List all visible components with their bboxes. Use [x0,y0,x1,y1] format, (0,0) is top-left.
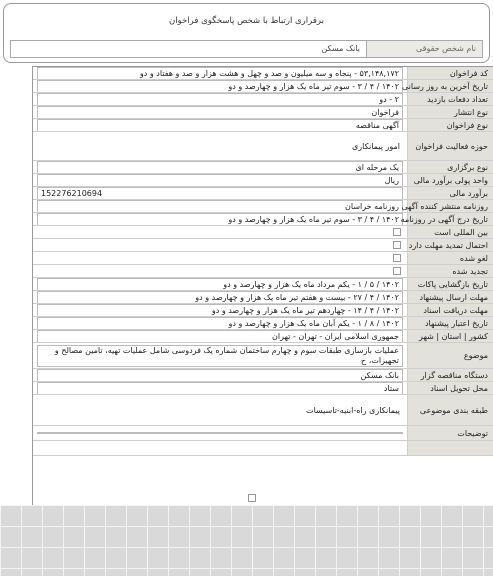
detail-value-text [37,432,403,434]
checkbox[interactable] [393,241,401,249]
detail-label: کشور | استان | شهر [407,330,493,342]
detail-value [33,304,407,316]
detail-label: مهلت دریافت اسناد [407,304,493,316]
detail-label: طبقه بندی موضوعی [407,395,493,425]
detail-label: تاریخ اعتبار پیشنهاد [407,317,493,329]
detail-value [33,174,407,186]
detail-row [33,161,493,174]
detail-row [33,226,493,239]
detail-value [33,67,407,79]
detail-row [33,317,493,330]
detail-value-text: ۱۴۰۲ / ۸ / ۱ - یکم آبان ماه یک هزار و چهارصد و دو [37,317,403,329]
detail-row [33,119,493,132]
detail-label: احتمال تمدید مهلت دارد [407,239,493,251]
detail-row [33,291,493,304]
detail-row [33,441,493,456]
detail-value [33,106,407,118]
contact-panel [3,3,490,63]
detail-value-text: ستاد [37,382,403,394]
detail-value-text: ۱۴۰۲ / ۴ / ۳ - سوم تیر ماه یک هزار و چهارصد و دو [37,80,403,92]
detail-value [33,369,407,381]
detail-value-text: روزنامه خراسان [37,200,403,212]
detail-value-text: ۱۴۰۲ / ۵ / ۱ - یکم مرداد ماه یک هزار و چهارصد و دو [37,278,403,290]
detail-label: موضوع [407,343,493,368]
detail-value [33,187,407,199]
detail-row [33,200,493,213]
detail-value-text: جمهوری اسلامی ایران - تهران - تهران [37,330,403,342]
detail-label: تاریخ آخرین به روز رسانی [407,80,493,92]
detail-value [33,278,407,290]
detail-value [33,93,407,105]
detail-row [33,278,493,291]
contact-title: برقراری ارتباط با شخص پاسخگوی فراخوان [169,16,324,26]
detail-value [33,291,407,303]
detail-label: دستگاه مناقصه گزار [407,369,493,381]
contact-label: نام شخص حقوقی [367,41,482,57]
contact-row [10,40,483,58]
detail-value [33,382,407,394]
detail-value [33,239,407,251]
detail-row [33,343,493,369]
detail-value-text: ۲ - دو [37,93,403,105]
detail-label: تعداد دفعات بازدید [407,93,493,105]
detail-label: لغو شده [407,252,493,264]
detail-row [33,395,493,426]
detail-label: توضیحات [407,426,493,440]
detail-label: نوع برگزاری [407,161,493,173]
detail-label: حوزه فعالیت فراخوان [407,132,493,160]
detail-value-text: فراخوان [37,106,403,118]
detail-label: تاریخ بازگشایی پاکات [407,278,493,290]
detail-label [407,441,493,455]
footer-checkbox[interactable] [248,494,256,502]
detail-value [33,132,407,160]
detail-label: تاریخ درج آگهی در روزنامه [407,213,493,225]
detail-label: کد فراخوان [407,67,493,79]
detail-label: بین المللی است [407,226,493,238]
detail-label: روزنامه منتشر کننده آگهی [407,200,493,212]
detail-value [33,330,407,342]
detail-label: واحد پولی برآورد مالی [407,174,493,186]
detail-row [33,382,493,395]
detail-value [33,200,407,212]
detail-row [33,67,493,80]
checkbox[interactable] [393,267,401,275]
detail-value [33,395,407,425]
detail-value-text: ۵۳,۱۴۸,۱۷۲ - پنجاه و سه میلیون و صد و چهل و هشت هزار و صد و هفتاد و دو [37,67,403,79]
detail-row [33,187,493,200]
detail-value [33,252,407,264]
detail-value [33,119,407,131]
detail-row [33,239,493,252]
detail-value-text: آگهی مناقصه [37,119,403,131]
detail-label: نوع انتشار [407,106,493,118]
grid-background [0,505,493,576]
detail-label: محل تحویل اسناد [407,382,493,394]
detail-row [33,213,493,226]
detail-value-text: عملیات بازسازی طبقات سوم و چهارم ساختمان شماره یک فردوسی شامل عملیات تهیه، تامین مصالح و تجهیزات، ح [37,345,403,367]
contact-value: بانک مسکن [11,41,367,57]
detail-value [33,80,407,92]
detail-row [33,304,493,317]
detail-value-text: ریال [37,174,403,186]
detail-value-text: ۱۴۰۲ / ۴ / ۳ - سوم تیر ماه یک هزار و چهارصد و دو [37,213,403,225]
detail-value-text: ۱۴۰۲ / ۴ / ۱۴ - چهاردهم تیر ماه یک هزار و چهارصد و دو [37,304,403,316]
detail-row [33,369,493,382]
detail-label: مهلت ارسال پیشنهاد [407,291,493,303]
detail-value-text: امور پیمانکاری [352,141,400,151]
checkbox[interactable] [393,228,401,236]
detail-value [33,426,407,440]
detail-row [33,106,493,119]
detail-value-text: بانک مسکن [37,369,403,381]
detail-row [33,265,493,278]
detail-value-text: یک مرحله ای [37,161,403,173]
detail-value-text: 152276210694 [37,187,403,199]
detail-label: برآورد مالی [407,187,493,199]
detail-value [33,441,407,455]
detail-row [33,252,493,265]
checkbox[interactable] [393,254,401,262]
detail-value [33,213,407,225]
detail-value [33,226,407,238]
detail-value [33,265,407,277]
detail-row [33,426,493,441]
detail-row [33,174,493,187]
tender-details-table [32,66,493,507]
detail-row [33,80,493,93]
detail-row [33,93,493,106]
detail-value [33,161,407,173]
detail-row [33,132,493,161]
detail-value-text: ۱۴۰۲ / ۴ / ۲۷ - بیست و هفتم تیر ماه یک هزار و چهارصد و دو [37,291,403,303]
detail-value [33,317,407,329]
detail-value [33,343,407,368]
detail-value-text: پیمانکاری راه-ابنیه-تاسیسات [306,405,400,415]
detail-row [33,330,493,343]
detail-label: نوع فراخوان [407,119,493,131]
detail-label: تجدید شده [407,265,493,277]
